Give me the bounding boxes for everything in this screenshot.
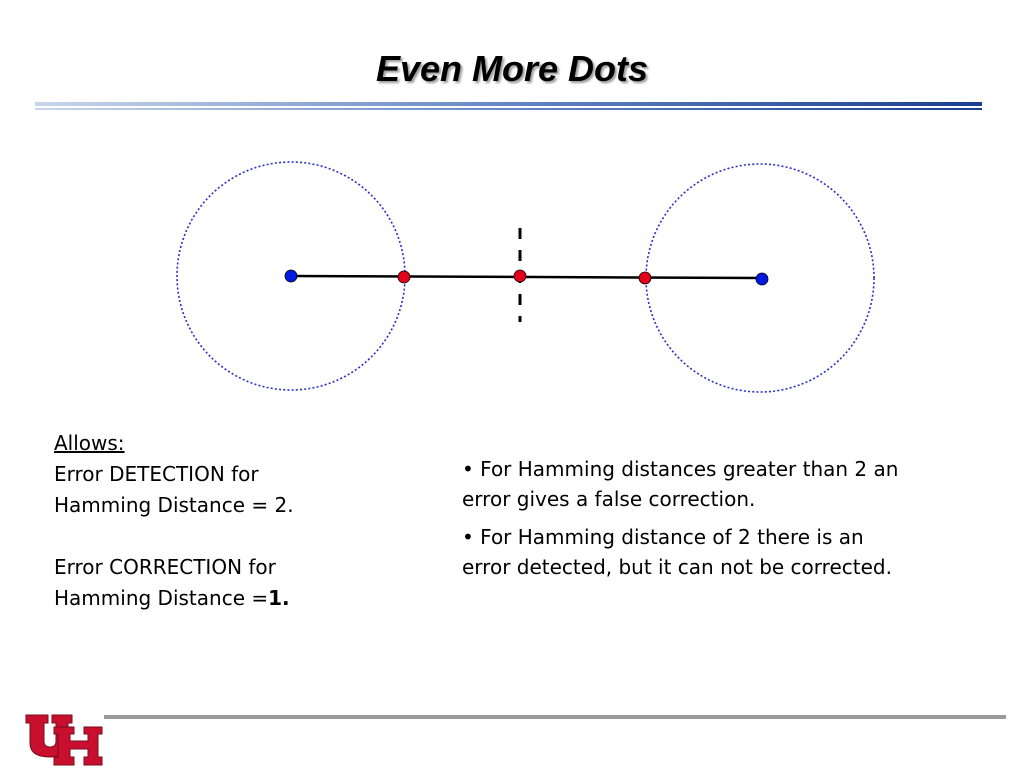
uh-logo-icon [22, 711, 104, 768]
bullet-item-2: • For Hamming distance of 2 there is an error detected, but it can not be corrected. [462, 525, 892, 579]
error-dot-3 [639, 272, 651, 284]
bullet-text-1: For Hamming distances greater than 2 an error gives a false correction. [462, 457, 899, 511]
codeword-dot-left [285, 270, 297, 282]
correction-line-2-prefix: Hamming Distance = [54, 586, 269, 610]
bullet-text-2: For Hamming distance of 2 there is an error detected, but it can not be corrected. [462, 525, 892, 579]
detection-line-2: Hamming Distance = 2. [54, 493, 294, 517]
error-dot-2 [514, 270, 526, 282]
left-text-block [54, 428, 374, 614]
codeword-dot-right [756, 273, 768, 285]
connecting-line [291, 276, 762, 278]
detection-line-1: Error DETECTION for [54, 462, 259, 486]
footer-rule [104, 715, 1006, 719]
correction-value: 1. [268, 586, 290, 610]
bullet-item-1: • For Hamming distances greater than 2 an error gives a false correction. [462, 457, 899, 511]
correction-line-2 [54, 583, 374, 614]
spacer [54, 521, 374, 552]
error-dot-1 [398, 271, 410, 283]
allows-heading: Allows: [54, 431, 125, 455]
correction-line-1: Error CORRECTION for [54, 555, 276, 579]
bullet-list [462, 454, 912, 590]
slide-title: Even More Dots [375, 48, 649, 89]
logo-h [54, 727, 102, 765]
